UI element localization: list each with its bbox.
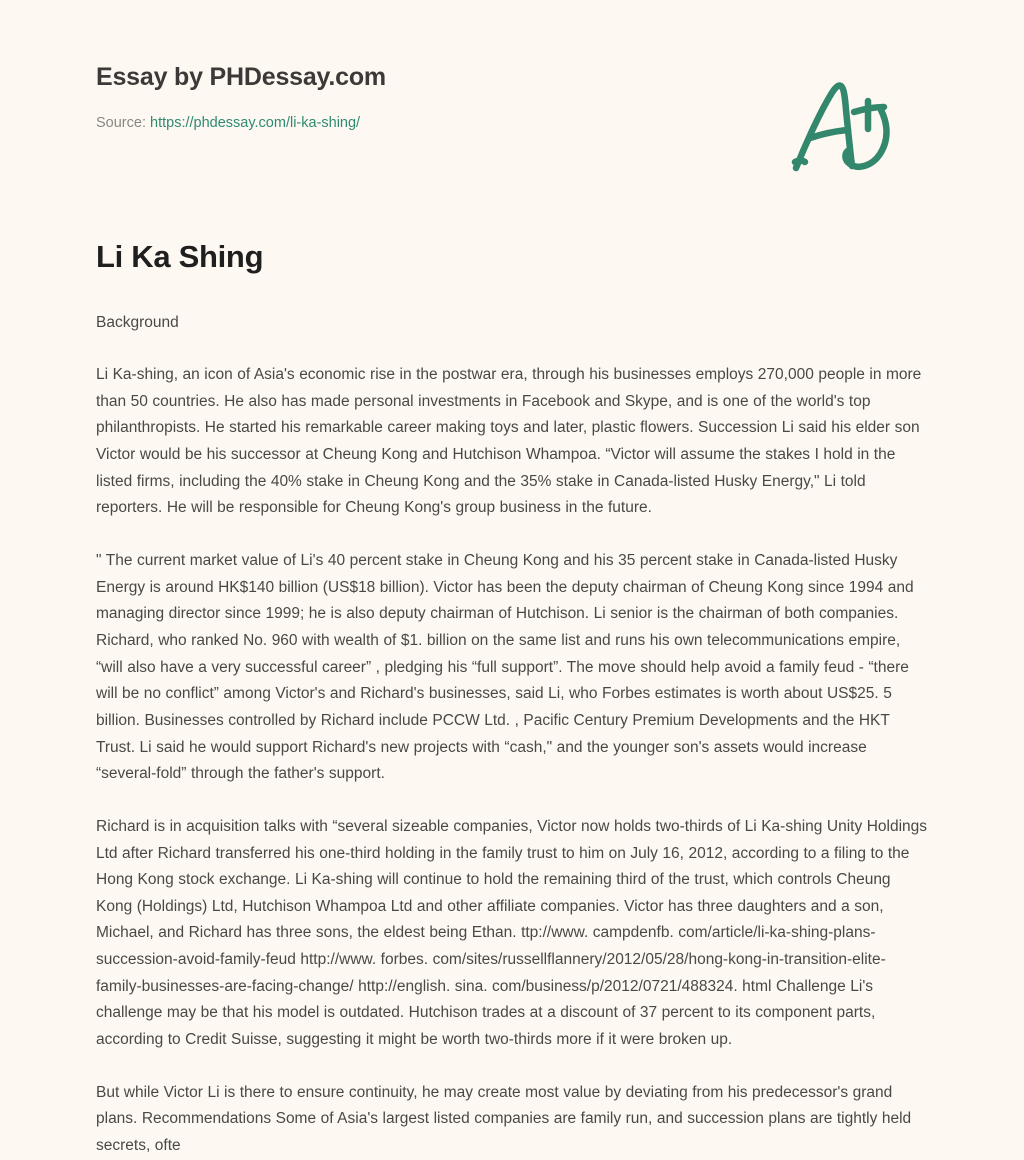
source-label: Source:	[96, 115, 146, 131]
paragraph-3: Richard is in acquisition talks with “several sizeable companies, Victor now holds two-thirds of Li Ka-shing Unity Holdings Ltd after Richard transferred his one-third holding in the family trust to him on July 16, 2012, according to a filing to the Hong Kong stock exchange. Li Ka-shing will continue to hold the remaining third of the trust, which controls Cheung Kong (Holdings) Ltd, Hutchison Whampoa Ltd and other affiliate companies. Victor has three daughters and a son, Michael, and Richard has three sons, the eldest being Ethan. ttp://www. campdenfb. com/article/li-ka-shing-plans-succession-avoid-family-feud http://www. forbes. com/sites/russellflannery/2012/05/28/hong-kong-in-transition-elite-family-businesses-are-facing-change/ http://english. sina. com/business/p/2012/0721/488324. html Challenge Li's challenge may be that his model is outdated. Hutchison trades at a discount of 37 percent to its component parts, according to Credit Suisse, suggesting it might be worth two-thirds more if it were broken up.	[96, 817, 928, 1049]
paragraph-4: But while Victor Li is there to ensure continuity, he may create most value by deviating from his predecessor's grand plans. Recommendations Some of Asia's largest listed companies are family run, and succession plans are tightly held secrets, ofte	[96, 1083, 912, 1155]
page-header	[0, 0, 1024, 178]
phdessay-a-plus-logo-icon	[788, 74, 898, 178]
paragraph-2: " The current market value of Li's 40 percent stake in Cheung Kong and his 35 percent stake in Canada-listed Husky Energy is around HK$140 billion (US$18 billion). Victor has been the deputy chairman of Cheung Kong since 1994 and managing director since 1999; he is also deputy chairman of Hutchison. Li senior is the chairman of both companies. Richard, who ranked No. 960 with wealth of $1. billion on the same list and runs his own telecommunications empire, “will also have a very successful career” , pledging his “full support”. The move should help avoid a family feud - “there will be no conflict” among Victor's and Richard's businesses, said Li, who Forbes estimates is worth about US$25. 5 billion. Businesses controlled by Richard include PCCW Ltd. , Pacific Century Premium Developments and the HKT Trust. Li said he would support Richard's new projects with “cash," and the younger son's assets would increase “several-fold” through the father's support.	[96, 551, 914, 783]
header-left-group	[96, 62, 386, 133]
essay-body	[0, 311, 1024, 1160]
paragraph-1: Li Ka-shing, an icon of Asia's economic rise in the postwar era, through his businesses employs 270,000 people in more than 50 countries. He also has made personal investments in Facebook and Skype, and is one of the world's top philanthropists. He started his remarkable career making toys and later, plastic flowers. Succession Li said his elder son Victor would be his successor at Cheung Kong and Hutchison Whampoa. “Victor will assume the stakes I hold in the listed firms, including the 40% stake in Cheung Kong and the 35% stake in Canada-listed Husky Energy," Li told reporters. He will be responsible for Cheung Kong's group business in the future.	[96, 366, 922, 517]
section-heading-background: Background	[96, 313, 179, 331]
source-line	[96, 114, 386, 133]
source-url-link[interactable]: https://phdessay.com/li-ka-shing/	[150, 115, 361, 131]
brand-title: Essay by PHDessay.com	[96, 63, 386, 91]
title-block	[0, 238, 1024, 277]
page-title: Li Ka Shing	[96, 239, 264, 274]
